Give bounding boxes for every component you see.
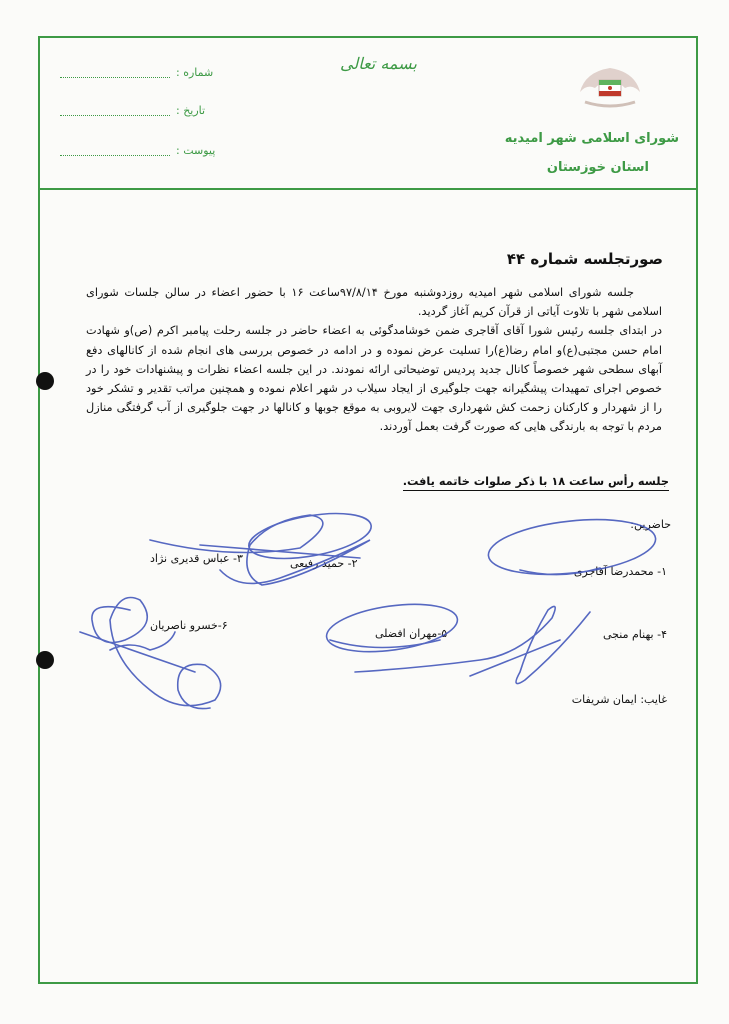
bismillah-heading: بسمه تعالی bbox=[340, 54, 417, 73]
paragraph-main: در ابتدای جلسه رئیس شورا آقای آقاجری ضمن خوشامدگوئی به اعضاء حاضر در جلسه رحلت پیامبر اکرم (ص)و شهادت امام حسن مجتبی(ع)و امام رضا(ع)را تسلیت عرض نموده و در ادامه در خصوص بررسی های انجام شده از کانالهای دفع آبهای سطحی شهر خصوصاً کانال جدید پردیس توضیحاتی ارائه نمودند. در این جلسه اعضاء نظرات و پیشنهادات خود را در خصوص اجرای تمهیدات پیشگیرانه جهت جلوگیری از ایجاد سیلاب در شهر اعلام نموده و همچنین مراتب تقدیر و تشکر خود را از شهردار و کارکنان زحمت کش شهرداری جهت لایروبی به موقع جوبها و کانالها در جهت جلوگیری از آب گرفتگی منازل مردم با توجه به بارندگی هایی که صورت گرفت بعمل آوردند. bbox=[86, 324, 662, 434]
minutes-title: صورتجلسه شماره ۴۴ bbox=[506, 250, 663, 268]
punch-hole bbox=[36, 372, 54, 390]
header-divider bbox=[38, 188, 698, 190]
date-label: تاریخ : bbox=[176, 104, 206, 117]
number-label: شماره : bbox=[176, 66, 214, 79]
absent-member: غایب: ایمان شریفات bbox=[571, 693, 667, 706]
dotted-line bbox=[60, 68, 170, 78]
dotted-line bbox=[60, 106, 170, 116]
attendee-6: ۶-خسرو ناصریان bbox=[150, 619, 228, 632]
date-field bbox=[60, 104, 205, 117]
council-emblem-icon bbox=[575, 62, 645, 112]
punch-hole bbox=[36, 651, 54, 669]
attendees-label: حاضرین: bbox=[630, 518, 671, 531]
paragraph-opening: جلسه شورای اسلامی شهر امیدیه روزدوشنبه مورخ ۹۷/۸/۱۴ساعت ۱۶ با حضور اعضاء در سالن جلسات شورای اسلامی شهر با تلاوت آیاتی از قرآن کریم آغاز گردید. bbox=[86, 286, 662, 319]
attendee-4: ۴- بهنام منجی bbox=[603, 628, 667, 641]
attendee-1: ۱- محمدرضا آقاجری bbox=[573, 565, 667, 578]
closing-line: جلسه رأس ساعت ۱۸ با ذکر صلوات خاتمه یافت. bbox=[403, 475, 669, 491]
council-name: شورای اسلامی شهر امیدیه bbox=[504, 131, 679, 146]
attachment-label: پیوست : bbox=[176, 144, 216, 157]
attendee-5: ۵-مهران افضلی bbox=[375, 627, 448, 640]
minutes-body bbox=[86, 283, 662, 437]
page-border bbox=[38, 36, 698, 984]
dotted-line bbox=[60, 146, 170, 156]
number-field bbox=[60, 66, 213, 79]
attendee-3: ۳- عباس قدیری نژاد bbox=[150, 552, 243, 565]
attendee-2: ۲- حمید رفیعی bbox=[290, 557, 358, 570]
attachment-field bbox=[60, 144, 215, 157]
province-name: استان خوزستان bbox=[546, 160, 649, 175]
